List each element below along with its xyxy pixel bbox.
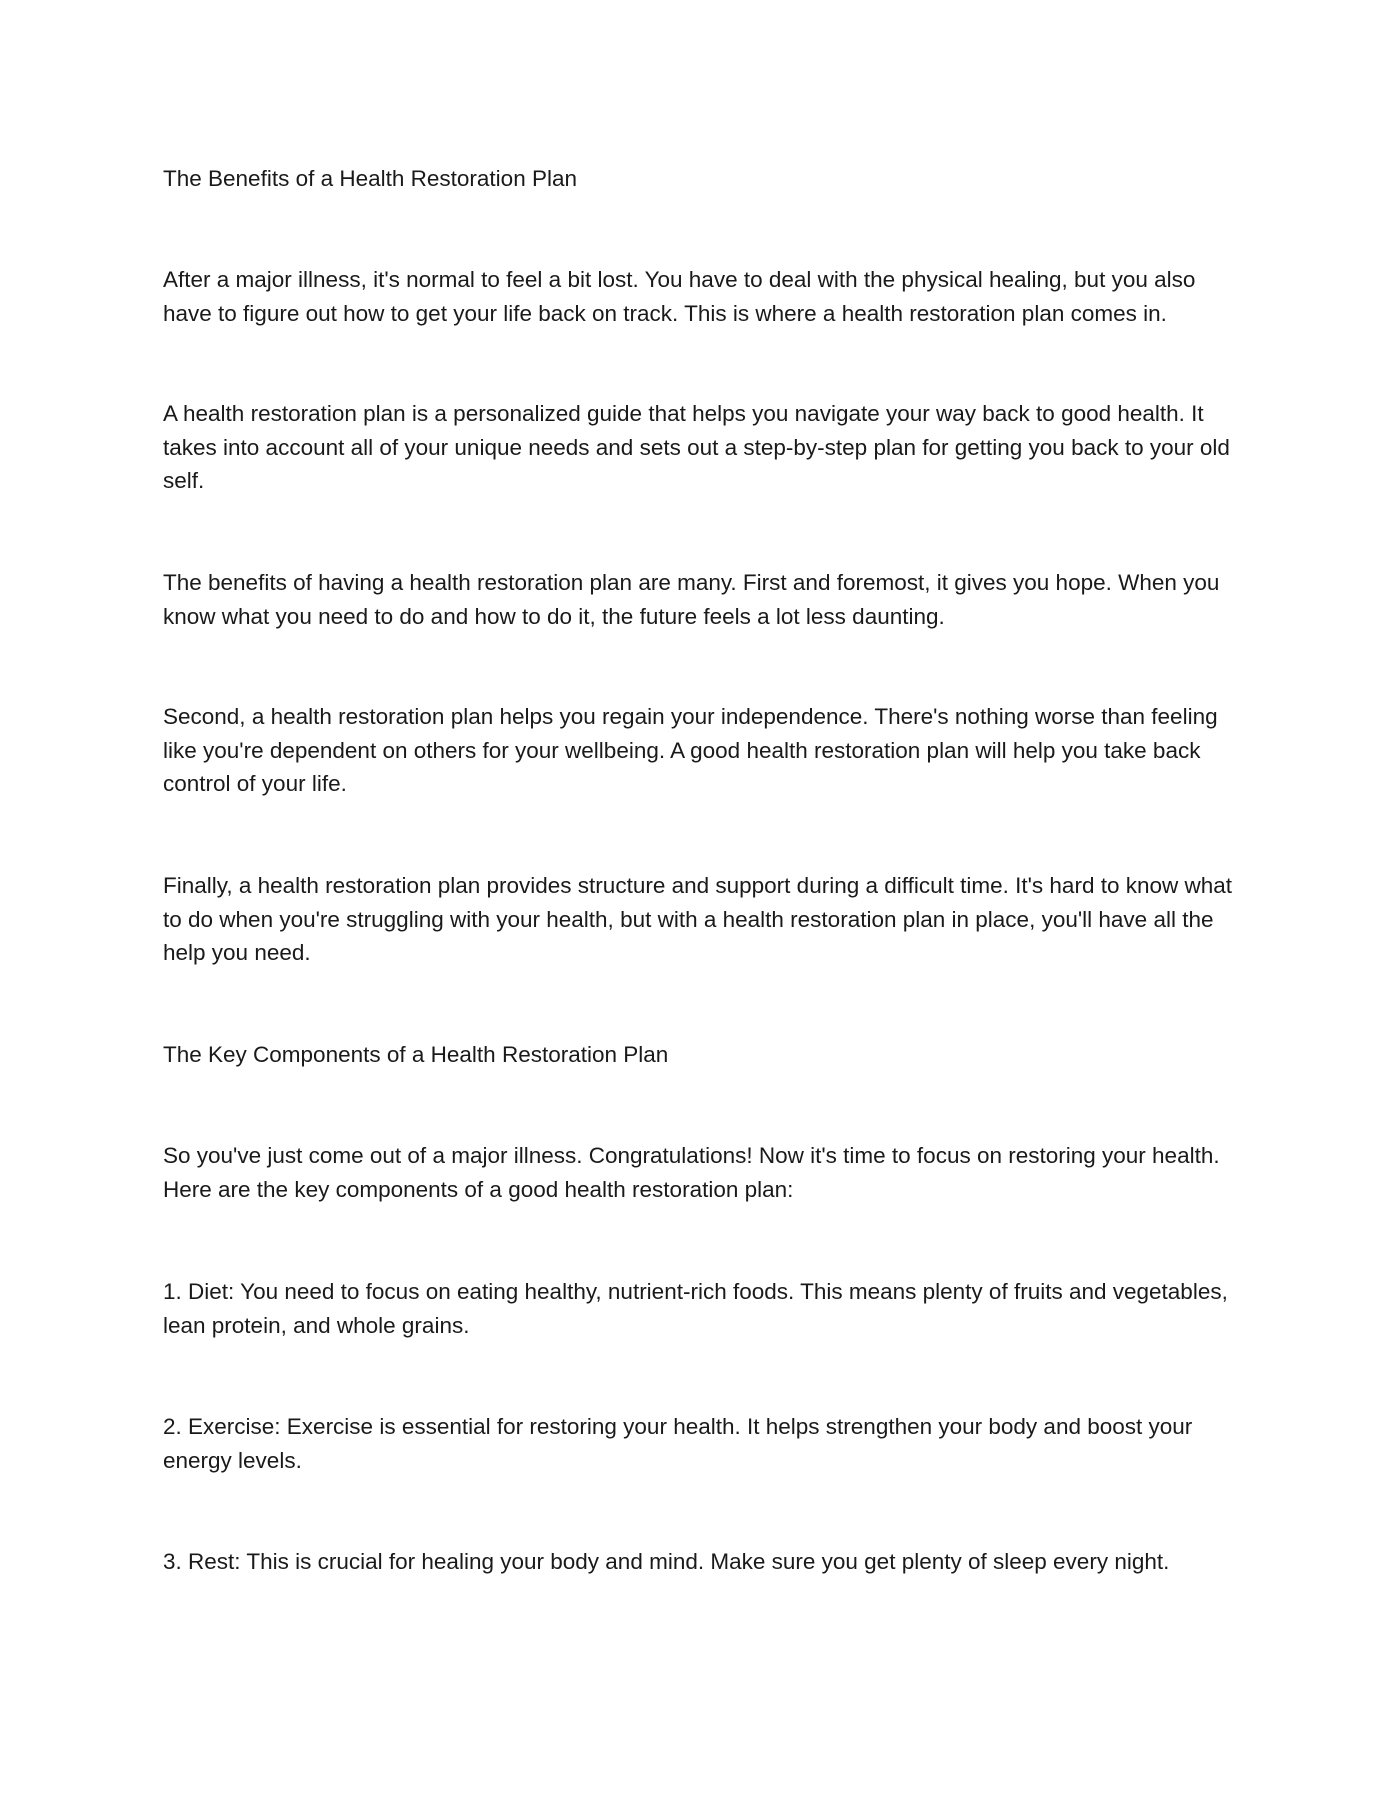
heading-benefits: The Benefits of a Health Restoration Plan bbox=[163, 166, 577, 191]
paragraph-intro: After a major illness, it's normal to feel a bit lost. You have to deal with the physical healing, but you also have to figure out how to get your life back on track. This is where a health restoration plan comes in. bbox=[163, 267, 1196, 326]
paragraph-structure: Finally, a health restoration plan provides structure and support during a difficult time. It's hard to know what to do when you're struggling with your health, but with a health restoration plan in place, you'll have all the help you need. bbox=[163, 873, 1233, 965]
paragraph-components-intro: So you've just come out of a major illness. Congratulations! Now it's time to focus on restoring your health. Here are the key components of a good health restoration plan: bbox=[163, 1143, 1220, 1202]
list-item-rest: 3. Rest: This is crucial for healing your body and mind. Make sure you get plenty of sleep every night. bbox=[163, 1549, 1170, 1574]
paragraph-definition: A health restoration plan is a personalized guide that helps you navigate your way back to good health. It takes into account all of your unique needs and sets out a step-by-step plan for getting you back to your old self. bbox=[163, 401, 1230, 493]
paragraph-independence: Second, a health restoration plan helps you regain your independence. There's nothing worse than feeling like you're dependent on others for your wellbeing. A good health restoration plan will help you take back control of your life. bbox=[163, 704, 1218, 796]
list-item-exercise: 2. Exercise: Exercise is essential for restoring your health. It helps strengthen your body and boost your energy levels. bbox=[163, 1414, 1193, 1473]
paragraph-hope: The benefits of having a health restoration plan are many. First and foremost, it gives you hope. When you know what you need to do and how to do it, the future feels a lot less daunting. bbox=[163, 570, 1220, 629]
list-item-diet: 1. Diet: You need to focus on eating healthy, nutrient-rich foods. This means plenty of fruits and vegetables, lean protein, and whole grains. bbox=[163, 1279, 1228, 1338]
heading-components: The Key Components of a Health Restoration Plan bbox=[163, 1042, 669, 1067]
